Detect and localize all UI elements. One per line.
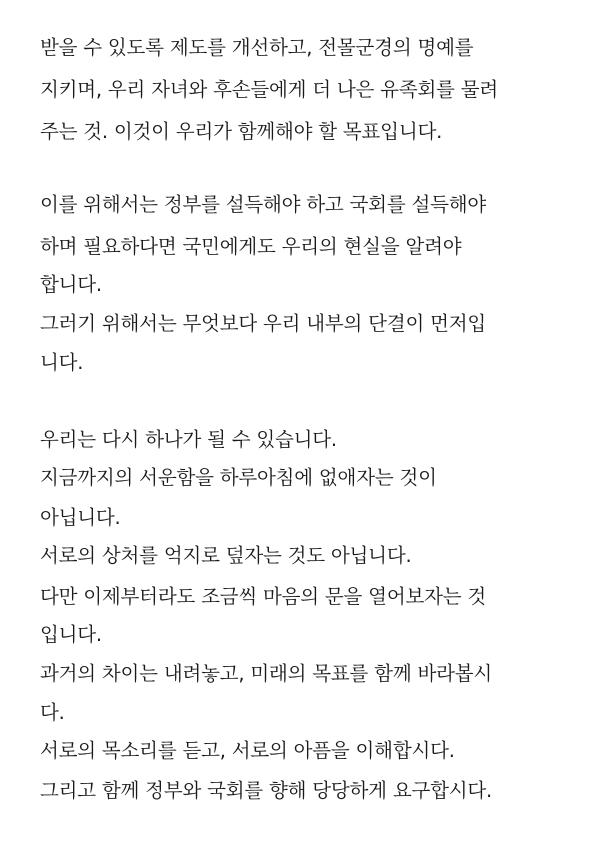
text-line: 다만 이제부터라도 조금씩 마음의 문을 열어보자는 것 — [40, 585, 487, 608]
text-line: 지금까지의 서운함을 하루아침에 없애자는 것이 — [40, 466, 437, 489]
text-line: 다. — [40, 701, 65, 724]
text-line: 서로의 목소리를 듣고, 서로의 아픔을 이해합시다. — [40, 739, 455, 762]
text-line: 입니다. — [40, 623, 102, 646]
text-line: 하며 필요하다면 국민에게도 우리의 현실을 알려야 — [40, 235, 462, 258]
text-line: 그리고 함께 정부와 국회를 향해 당당하게 요구합시다. — [40, 779, 493, 802]
text-line: 서로의 상처를 억지로 덮자는 것도 아닙니다. — [40, 544, 412, 567]
text-line: 니다. — [40, 351, 84, 374]
text-line: 이를 위해서는 정부를 설득해야 하고 국회를 설득해야 — [40, 193, 487, 216]
text-line: 합니다. — [40, 273, 102, 296]
text-line: 그러기 위해서는 무엇보다 우리 내부의 단결이 먼저입 — [40, 312, 487, 335]
text-line: 아닙니다. — [40, 506, 121, 529]
text-line: 주는 것. 이것이 우리가 함께해야 할 목표입니다. — [40, 120, 443, 143]
text-line: 받을 수 있도록 제도를 개선하고, 전몰군경의 명예를 — [40, 36, 474, 59]
text-line: 과거의 차이는 내려놓고, 미래의 목표를 함께 바라봅시 — [40, 662, 493, 685]
text-line: 우리는 다시 하나가 될 수 있습니다. — [40, 428, 337, 451]
text-line: 지키며, 우리 자녀와 후손들에게 더 나은 유족회를 물려 — [40, 78, 499, 101]
